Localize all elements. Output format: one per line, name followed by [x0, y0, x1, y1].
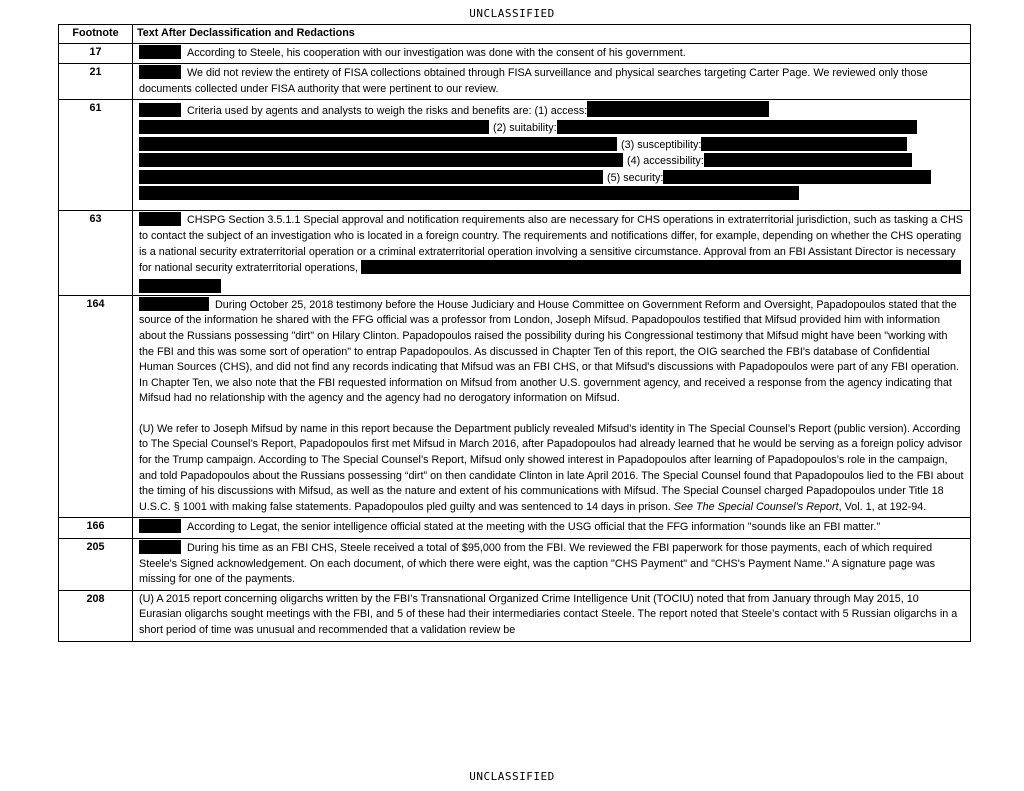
footnote-body: (2) suitability: [493, 121, 557, 134]
footnote-body: (3) susceptibility: [621, 138, 702, 151]
footnote-text [133, 211, 971, 295]
footnote-body: During October 25, 2018 testimony before the House Judiciary and House Committee on Government Reform and Oversight, Papadopoulos stated that the source of the information he shared with the FFG official was a professor from London, Joseph Mifsud. Papadopoulos testified that Mifsud provided him with information about the Russians possessing "dirt" on Hilary Clinton. Papadopoulos raised the possibility during his Congressional testimony that Mifsud might have been "working with the FBI and this was some sort of operation" to entrap Papadopoulos. As discussed in Chapter Ten of this report, the OIG searched the FBI's database of Confidential Human Sources (CHS), and did not find any records indicating that Mifsud was an FBI CHS, or that Mifsud's discussions with Papadopoulos were part of any FBI operation. In Chapter Ten, we also note that the FBI requested information on Mifsud from another U.S. government agency, and received a response from the agency indicating that Mifsud had no relationship with the agency and the agency had no derogatory information on Mifsud. [139, 298, 960, 405]
table-row [59, 64, 971, 100]
footnote-text [133, 64, 971, 100]
redaction-block [701, 137, 907, 151]
footnote-column-header: Footnote [59, 25, 133, 44]
footnote-text [133, 518, 971, 539]
footnote-number: 208 [59, 590, 133, 641]
footnote-body: During his time as an FBI CHS, Steele received a total of $95,000 from the FBI. We reviewed the FBI paperwork for those payments, each of which required Steele's Signed acknowledgement. On each document, of which there were eight, was the caption "CHS Payment" and "CHS's Payment Name." A signature page was missing for one of the payments. [139, 542, 936, 586]
footnote-number: 166 [59, 518, 133, 539]
footnote-table [58, 24, 971, 642]
classification-marking-top: UNCLASSIFIED [469, 7, 555, 20]
footnote-body: Criteria used by agents and analysts to weigh the risks and benefits are: (1) access: [187, 105, 588, 118]
redaction-block [139, 519, 181, 533]
table-row [59, 100, 971, 211]
redaction-block [557, 120, 917, 134]
table-row [59, 43, 971, 64]
footnote-number: 17 [59, 43, 133, 64]
redaction-block [139, 45, 181, 59]
table-header-row [59, 25, 971, 44]
classification-marking-bottom: UNCLASSIFIED [469, 770, 555, 783]
redaction-block [361, 260, 961, 274]
footnote-body: According to Legat, the senior intelligence official stated at the meeting with the USG official that the FFG information "sounds like an FBI matter." [187, 521, 881, 534]
redaction-block [663, 170, 931, 184]
redaction-block [139, 153, 623, 167]
footnote-number: 61 [59, 100, 133, 211]
footnote-body: (4) accessibility: [627, 155, 704, 168]
footnote-body: (U) We refer to Joseph Mifsud by name in this report because the Department publicly revealed Mifsud’s identity in The Special Counsel’s Report (public version). According to The Special Counsel’s Report, Papadopoulos first met Mifsud in March 2016, after Papadopoulos had already learned that he would be serving as a foreign policy advisor for the Trump campaign. According to The Special Counsel’s Report, Mifsud only showed interest in Papadopoulos after learning of Papadopoulos’s role in the campaign, and told Papadopoulos about the Russians possessing “dirt” on then candidate Clinton in late April 2016. The Special Counsel found that Papadopoulos lied to the FBI about the timing of his discussions with Mifsud, as well as the nature and extent of his communications with Mifsud. The Special Counsel charged Papadopoulos under Title 18 U.S.C. § 1001 with making false statements. Papadopoulos pled guilty and was sentenced to 14 days in prison. [139, 422, 964, 513]
footnote-text [133, 590, 971, 641]
footnote-number: 21 [59, 64, 133, 100]
redaction-block [139, 540, 181, 554]
footnote-body: (U) A 2015 report concerning oligarchs written by the FBI’s Transnational Organized Crime Intelligence Unit (TOCIU) noted that from January through May 2015, 10 Eurasian oligarchs sought meetings with the FBI, and 5 of these had their intermediaries contact Steele. The report noted that Steele’s contact with 5 Russian oligarchs in a short period of time was unusual and recommended that a validation review be [139, 592, 958, 636]
redaction-block [139, 212, 181, 226]
table-row [59, 590, 971, 641]
footnote-text [133, 43, 971, 64]
redaction-block [139, 279, 221, 293]
citation: See The Special Counsel’s Report [673, 500, 839, 513]
redaction-block [139, 65, 181, 79]
redaction-block [704, 153, 912, 167]
redaction-block [139, 137, 617, 151]
footnote-text [133, 295, 971, 518]
redaction-block [139, 186, 799, 200]
footnote-number: 205 [59, 539, 133, 591]
footnote-body: We did not review the entirety of FISA collections obtained through FISA surveillance and physical searches targeting Carter Page. We reviewed only those documents collected under FISA authority that were pertinent to our review. [139, 67, 928, 95]
text-column-header: Text After Declassification and Redactions [133, 25, 971, 44]
footnote-body: (5) security: [607, 171, 664, 184]
redaction-block [587, 101, 769, 117]
footnote-text [133, 539, 971, 591]
footnote-body: CHSPG Section 3.5.1.1 Special approval and notification requirements also are necessary for CHS operations in extraterritorial jurisdiction, such as tasking a CHS to contact the subject of an investigation who is located in a foreign country. The requirements and notifications differ, for example, depending on whether the CHS operating is a national security extraterritorial operation or a criminal extraterritorial operation involving a sensitive circumstance. Approval from an FBI Assistant Director is necessary for national security extraterritorial operations, [139, 214, 963, 275]
citation-tail: , Vol. 1, at 192-94. [838, 500, 927, 513]
footnote-number: 63 [59, 211, 133, 295]
footnote-number: 164 [59, 295, 133, 518]
footnote-text [133, 100, 971, 211]
table-row [59, 539, 971, 591]
table-row [59, 295, 971, 518]
table-row [59, 518, 971, 539]
redaction-block [139, 103, 181, 117]
table-row [59, 211, 971, 295]
redaction-block [139, 120, 489, 134]
redaction-block [139, 297, 209, 311]
redaction-block [139, 170, 603, 184]
footnote-body: According to Steele, his cooperation with our investigation was done with the consent of his government. [187, 46, 686, 59]
